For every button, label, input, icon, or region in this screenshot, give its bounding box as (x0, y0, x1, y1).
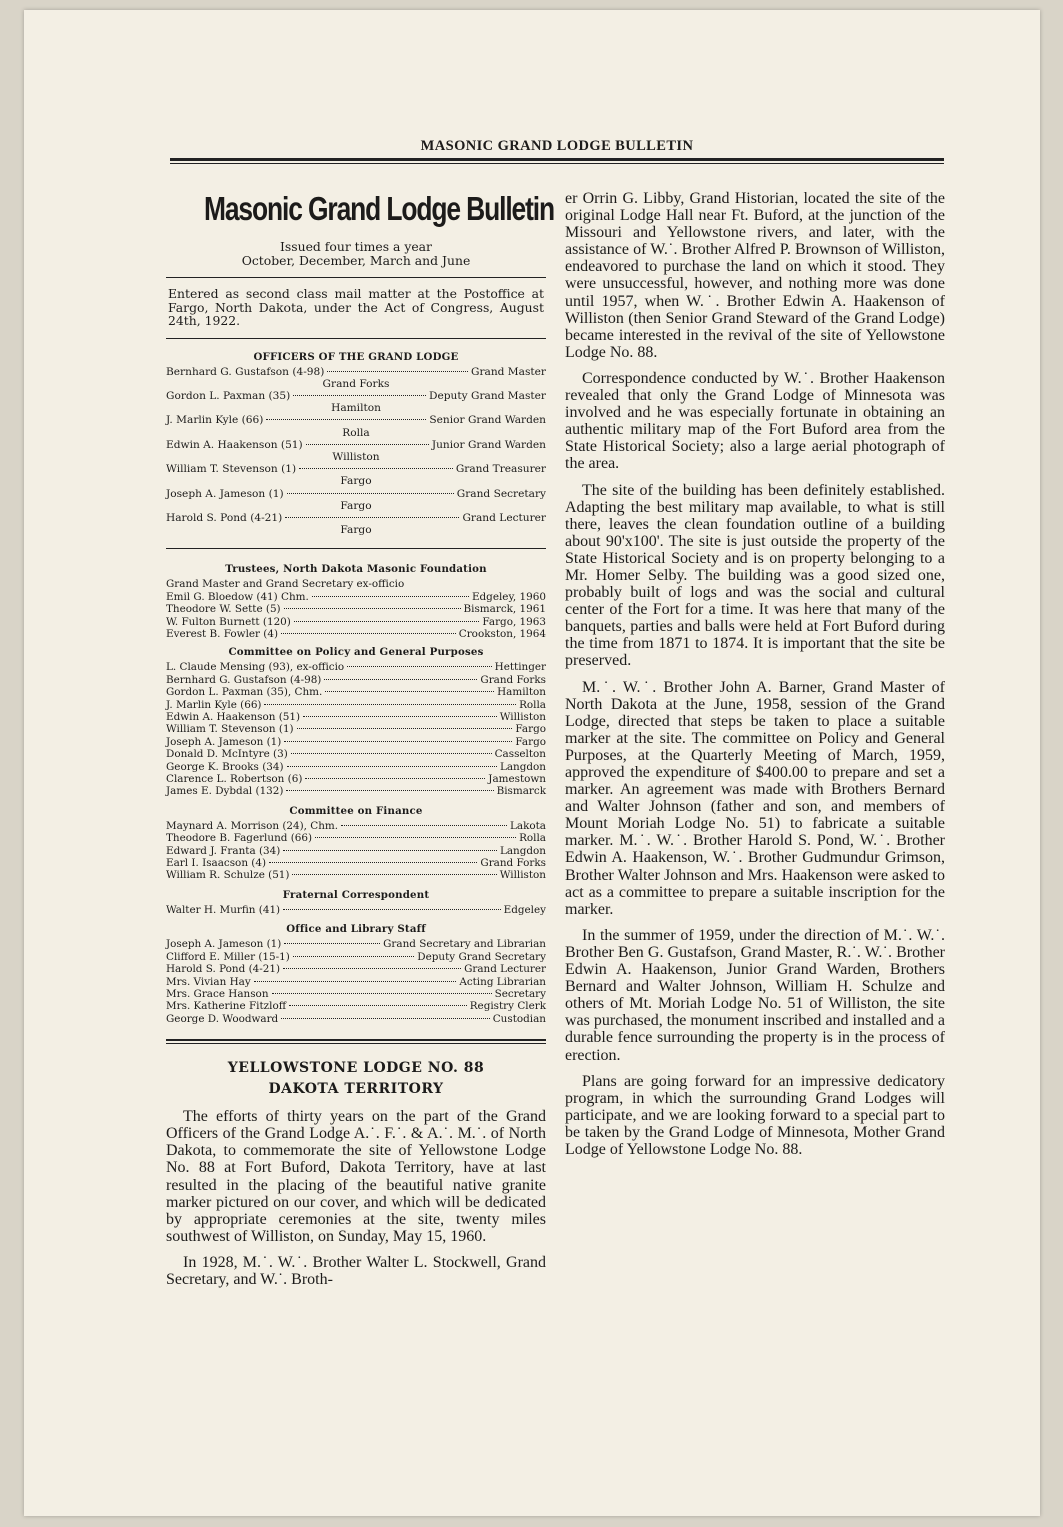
dot-leader (283, 968, 461, 969)
dot-leader (341, 825, 507, 826)
member-detail: Grand Lecturer (464, 963, 546, 976)
article-paragraph: M.˙. W.˙. Brother John A. Barner, Grand Master of North Dakota at the June, 1958, session of the Grand Lodge, directed that steps be taken to place a suitable marker at the site. The committee on Policy and General Purposes, at the Quarterly Meeting of March, 1959, approved the expenditure of $400.00 to prepare and set a marker. An agreement was made with Brothers Bernard and Walter Johnson (father and son, and members of Mount Moriah Lodge No. 51) to fabricate a suitable marker. M.˙. W.˙. Brother Harold S. Pond, W.˙. Brother Edwin A. Haakenson, W.˙. Brother Gudmundur Grimson, Brother Walter Johnson and Mrs. Haakenson were asked to act as a committee to prepare a suitable inscription for the marker. (565, 678, 945, 918)
library-list (166, 938, 546, 1025)
member-name: William T. Stevenson (1) (166, 723, 294, 736)
dot-leader (293, 395, 426, 396)
dot-leader (291, 753, 492, 754)
list-item (166, 591, 546, 603)
article-paragraph: The efforts of thirty years on the part of the Grand Officers of the Grand Lodge A.˙. F.˙. & A.˙. M.˙. of North Dakota, to commemorate the site of Yellowstone Lodge No. 88 at Fort Buford, Dakota Territory, have at last resulted in the placing of the beautiful native granite marker pictured on our cover, and which will be dedicated by appropriate ceremonies at the site, twenty miles southwest of Williston, on Sunday, May 15, 1960. (166, 1108, 546, 1245)
officer-name: William T. Stevenson (1) (166, 463, 297, 476)
finance-list (166, 820, 546, 882)
dot-leader (286, 790, 493, 791)
officer-name: Bernhard G. Gustafson (4-98) (166, 365, 325, 378)
dot-leader (264, 704, 516, 705)
list-item (166, 674, 546, 686)
finance-heading: Committee on Finance (289, 804, 423, 817)
dot-leader (299, 468, 453, 469)
policy-heading: Committee on Policy and General Purposes (228, 646, 484, 659)
list-item (166, 723, 546, 735)
dot-leader (284, 608, 461, 609)
list-item (166, 699, 546, 711)
member-detail: Bismarck, 1961 (463, 603, 546, 616)
correspondent-heading: Fraternal Correspondent (282, 888, 430, 901)
issued-line-1: Issued four times a year (280, 239, 432, 254)
article-title-line-2: DAKOTA TERRITORY (268, 1081, 444, 1098)
list-item (166, 603, 546, 615)
dot-leader (347, 666, 491, 667)
dot-leader (283, 850, 497, 851)
member-detail: Fargo, 1963 (482, 615, 546, 628)
member-name: Mrs. Grace Hanson (166, 987, 269, 1000)
member-name: Earl I. Isaacson (4) (166, 857, 267, 870)
member-detail: Bismarck (496, 785, 546, 798)
member-name: W. Fulton Burnett (120) (166, 615, 291, 628)
member-name: Joseph A. Jameson (1) (166, 735, 282, 748)
member-name: George D. Woodward (166, 1012, 279, 1025)
list-item (166, 661, 546, 673)
officers-heading: OFFICERS OF THE GRAND LODGE (253, 350, 459, 363)
officer-row (166, 390, 546, 402)
article-paragraph: The site of the building has been definitely established. Adapting the best military map available, to what is still there, leaves the clean foundation outline of a building about 90'x100'. The site is just outside the property of the State Historical Society and is on property belonging to a Mr. Homer Selby. The building was a good sized one, probably built of logs and was the social and cultural center of the Fort for a time. It was here that many of the banquets, parties and balls were held at Fort Buford during the time from 1871 to 1874. It is important that the site be preserved. (565, 481, 945, 670)
member-name: Theodore W. Sette (5) (166, 603, 281, 616)
trustees-heading: Trustees, North Dakota Masonic Foundation (225, 563, 487, 576)
member-name: James E. Dybdal (132) (166, 785, 284, 798)
member-detail: Registry Clerk (469, 1000, 546, 1013)
trustees-list (166, 591, 546, 641)
list-item (166, 976, 546, 988)
list-item (166, 988, 546, 1000)
dot-leader (266, 419, 426, 420)
dot-leader (297, 728, 513, 729)
dot-leader (287, 766, 497, 767)
member-name: George K. Brooks (34) (166, 760, 284, 773)
member-detail: Langdon (499, 844, 546, 857)
dot-leader (285, 517, 459, 518)
left-column (166, 188, 554, 1297)
masthead-title: Masonic Grand Lodge Bulletin (204, 190, 554, 227)
officer-title: Junior Grand Warden (431, 438, 546, 451)
article-title-line-1: YELLOWSTONE LODGE NO. 88 (227, 1060, 485, 1077)
member-detail: Langdon (499, 760, 546, 773)
article-paragraph: Plans are going forward for an impressive dedicatory program, in which the surrounding Grand Lodges will participate, and we are looking forward to a special part to be taken by the Grand Lodge of Minnesota, Mother Grand Lodge of Yellowstone Lodge No. 88. (565, 1072, 945, 1158)
member-name: Joseph A. Jameson (1) (166, 938, 282, 951)
dot-leader (325, 691, 494, 692)
officer-row (166, 488, 546, 500)
member-detail: Williston (499, 869, 546, 882)
member-detail: Hamilton (497, 686, 546, 699)
member-detail: Fargo (515, 735, 546, 748)
member-name: Donald D. McIntyre (3) (166, 748, 288, 761)
officer-row (166, 366, 546, 378)
masthead (166, 188, 554, 230)
member-name: Maynard A. Morrison (24), Chm. (166, 819, 339, 832)
page-sheet (24, 10, 1040, 1516)
list-item (166, 857, 546, 869)
dot-leader (254, 981, 457, 982)
member-detail: Acting Librarian (459, 975, 546, 988)
member-name: Walter H. Murfin (41) (166, 903, 281, 916)
member-name: Clarence L. Robertson (6) (166, 773, 303, 786)
dot-leader (293, 956, 414, 957)
member-detail: Grand Forks (480, 673, 546, 686)
mailing-notice: Entered as second class mail matter at the Postoffice at Fargo, North Dakota, under the Act of Congress, August 24th, 1922. (168, 286, 544, 328)
officer-name: J. Marlin Kyle (66) (166, 414, 264, 427)
officer-row (166, 463, 546, 475)
article-paragraph: In 1928, M.˙. W.˙. Brother Walter L. Stockwell, Grand Secretary, and W.˙. Broth- (166, 1253, 546, 1288)
member-name: J. Marlin Kyle (66) (166, 698, 262, 711)
member-name: Harold S. Pond (4-21) (166, 963, 281, 976)
list-item (166, 736, 546, 748)
trustees-note: Grand Master and Grand Secretary ex-officio (166, 578, 405, 591)
member-name: Edward J. Franta (34) (166, 844, 281, 857)
correspondent-list (166, 904, 546, 916)
member-name: William R. Schulze (51) (166, 869, 290, 882)
dot-leader (272, 993, 492, 994)
dot-leader (287, 493, 454, 494)
officer-title: Grand Master (470, 365, 546, 378)
member-detail: Hettinger (494, 661, 546, 674)
double-rule (166, 1039, 546, 1044)
list-item (166, 628, 546, 640)
member-name: Emil G. Bloedow (41) Chm. (166, 590, 309, 603)
list-item (166, 773, 546, 785)
dot-leader (315, 837, 516, 838)
officer-title: Deputy Grand Master (429, 389, 546, 402)
dot-leader (269, 862, 477, 863)
dot-leader (289, 1005, 467, 1006)
list-item (166, 820, 546, 832)
member-name: Mrs. Vivian Hay (166, 975, 251, 988)
member-name: L. Claude Mensing (93), ex-officio (166, 661, 345, 674)
officer-title: Senior Grand Warden (429, 414, 546, 427)
list-item (166, 748, 546, 760)
officer-city: Williston (332, 450, 380, 463)
dot-leader (294, 621, 480, 622)
member-name: Mrs. Katherine Fitzloff (166, 1000, 287, 1013)
officer-row (166, 414, 546, 426)
member-name: Edwin A. Haakenson (51) (166, 711, 301, 723)
officer-city: Grand Forks (322, 377, 390, 390)
officer-row (166, 512, 546, 524)
dot-leader (303, 716, 497, 717)
library-heading: Office and Library Staff (286, 923, 426, 936)
dot-leader (312, 596, 469, 597)
issued-line-2: October, December, March and June (241, 253, 471, 268)
member-name: Clifford E. Miller (15-1) (166, 950, 290, 963)
member-name: Gordon L. Paxman (35), Chm. (166, 686, 323, 699)
officer-city: Fargo (340, 475, 372, 488)
list-item (166, 686, 546, 698)
divider (166, 338, 546, 339)
dot-leader (305, 778, 485, 779)
officer-city: Fargo (340, 524, 372, 537)
dot-leader (281, 1018, 490, 1019)
officer-name: Harold S. Pond (4-21) (166, 511, 283, 524)
dot-leader (281, 633, 456, 634)
dot-leader (284, 943, 380, 944)
article-paragraph: er Orrin G. Libby, Grand Historian, located the site of the original Lodge Hall near Ft. Buford, at the junction of the Missouri and Yellowstone rivers, and later, with the assistance of W.˙. Brother Alfred P. Brownson of Williston, endeavored to purchase the land on which it stood. They were unsuccessful, however, and nothing more was done until 1957, when W.˙. Brother Edwin A. Haakenson of Williston (then Senior Grand Steward of the Grand Lodge) became interested in the revival of the site of Yellowstone Lodge No. 88. (565, 190, 945, 361)
member-detail: Grand Forks (480, 857, 546, 870)
officer-title: Grand Lecturer (462, 511, 546, 524)
officer-name: Gordon L. Paxman (35) (166, 389, 291, 402)
list-item (166, 711, 546, 723)
member-detail: Edgeley (503, 903, 546, 916)
officer-title: Grand Secretary (456, 487, 546, 500)
officer-title: Grand Treasurer (455, 463, 546, 476)
list-item (166, 938, 546, 950)
officer-city: Hamilton (331, 402, 381, 415)
list-item (166, 904, 546, 916)
officer-name: Edwin A. Haakenson (51) (166, 438, 303, 451)
article-paragraph: In the summer of 1959, under the direction of M.˙. W.˙. Brother Ben G. Gustafson, Grand Master, R.˙. W.˙. Brother Edwin A. Haakenson, Junior Grand Warden, Brothers Bernard and Walter Johnson, William H. Schulze and others of Mt. Moriah Lodge No. 51 of Williston, the site was purchased, the monument inscribed and installed and a durable fence surrounding the property is in the process of erection. (565, 926, 945, 1064)
member-detail: Edgeley, 1960 (471, 590, 546, 603)
right-column (565, 190, 945, 1167)
list-item (166, 761, 546, 773)
member-detail: Casselton (494, 748, 546, 761)
member-detail: Deputy Grand Secretary (417, 950, 546, 963)
member-name: Bernhard G. Gustafson (4-98) (166, 673, 322, 686)
list-item (166, 1000, 546, 1012)
member-detail: Fargo (515, 723, 546, 736)
member-name: Theodore B. Fagerlund (66) (166, 832, 313, 845)
list-item (166, 963, 546, 975)
officer-name: Joseph A. Jameson (1) (166, 487, 284, 500)
dot-leader (284, 741, 512, 742)
officer-city: Rolla (342, 426, 370, 439)
member-detail: Crookston, 1964 (458, 627, 546, 640)
list-item (166, 616, 546, 628)
member-detail: Jamestown (488, 773, 546, 786)
member-detail: Lakota (509, 819, 546, 832)
list-item (166, 832, 546, 844)
officer-row (166, 439, 546, 451)
dot-leader (327, 371, 468, 372)
list-item (166, 785, 546, 797)
member-detail: Custodian (492, 1012, 546, 1025)
policy-list (166, 661, 546, 797)
dot-leader (292, 874, 496, 875)
header-rule (170, 158, 944, 164)
member-detail: Rolla (519, 698, 546, 711)
officer-city: Fargo (340, 499, 372, 512)
member-detail: Rolla (519, 832, 546, 845)
officers-list (166, 366, 546, 537)
list-item (166, 869, 546, 881)
dot-leader (283, 909, 501, 910)
member-detail: Grand Secretary and Librarian (383, 938, 546, 951)
article-paragraph: Correspondence conducted by W.˙. Brother Haakenson revealed that only the Grand Lodge of Minnesota was involved and he was especially fortunate in obtaining an authentic military map of the Fort Buford area from the State Historical Society; also a large aerial photograph of the area. (565, 369, 945, 473)
list-item (166, 1013, 546, 1025)
member-detail: Secretary (494, 987, 546, 1000)
dot-leader (306, 444, 429, 445)
dot-leader (324, 679, 477, 680)
member-name: Everest B. Fowler (4) (166, 627, 279, 640)
divider (166, 548, 546, 549)
member-detail: Williston (499, 711, 546, 723)
list-item (166, 951, 546, 963)
list-item (166, 845, 546, 857)
divider (166, 277, 546, 278)
running-head: MASONIC GRAND LODGE BULLETIN (420, 138, 694, 154)
